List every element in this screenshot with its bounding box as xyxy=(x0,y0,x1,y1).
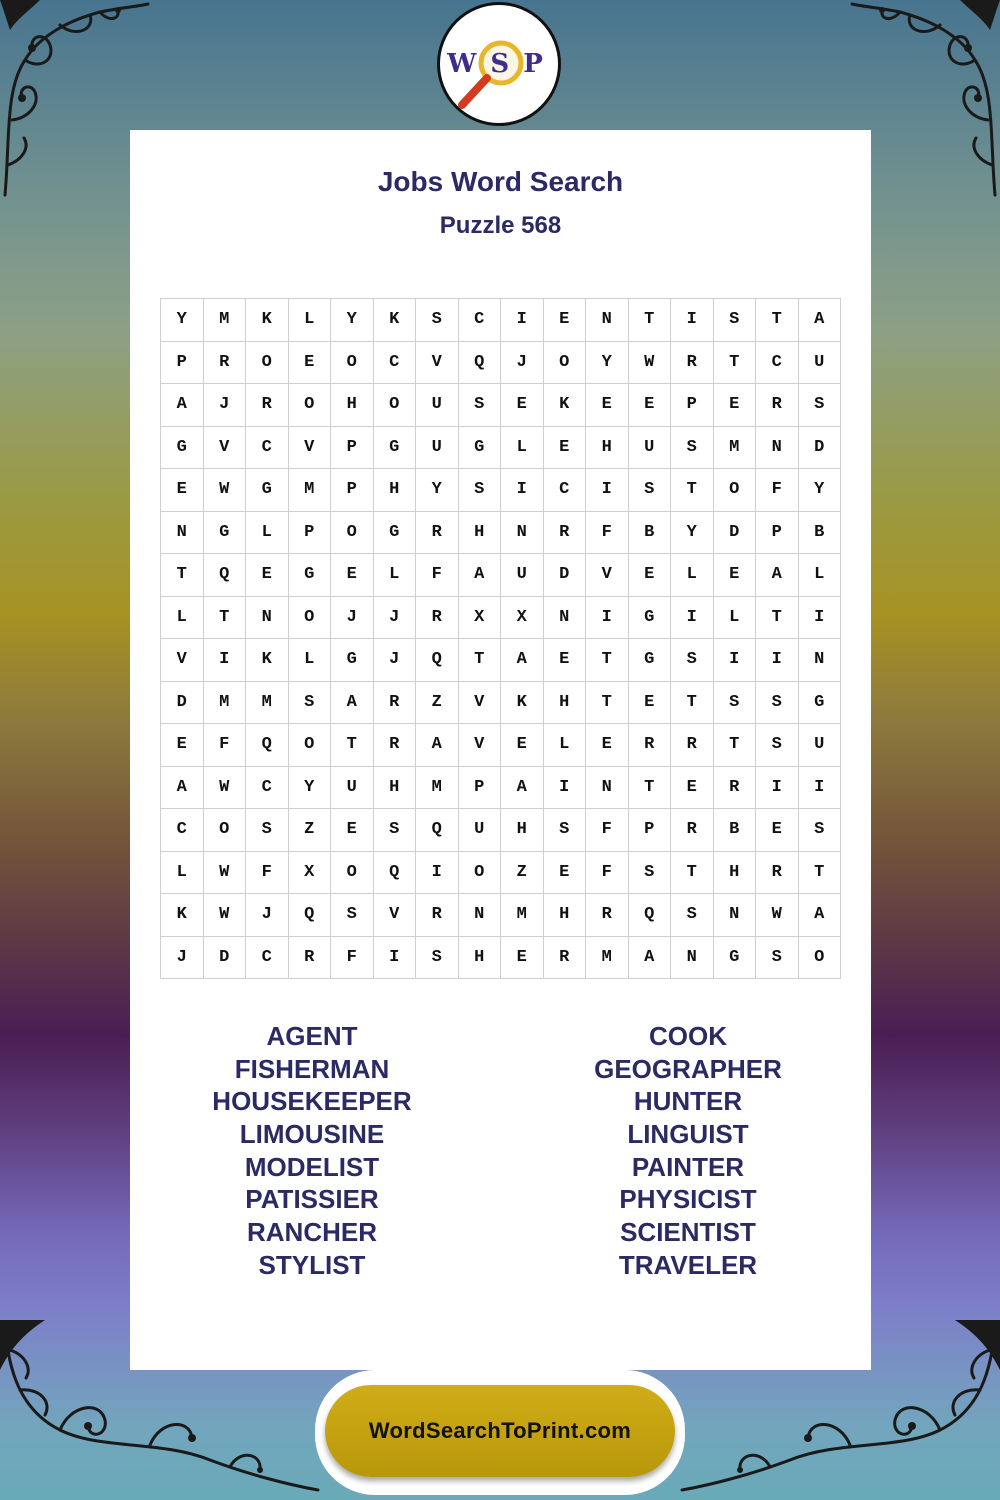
grid-cell[interactable]: G xyxy=(714,937,757,980)
grid-cell[interactable]: I xyxy=(756,767,799,810)
grid-cell[interactable]: M xyxy=(289,469,332,512)
grid-cell[interactable]: S xyxy=(671,427,714,470)
corner-ornament-top-left xyxy=(0,0,150,200)
grid-cell[interactable]: N xyxy=(246,597,289,640)
grid-cell[interactable]: N xyxy=(756,427,799,470)
site-link-label: WordSearchToPrint.com xyxy=(368,1418,632,1443)
grid-cell[interactable]: Q xyxy=(289,894,332,937)
grid-cell[interactable]: C xyxy=(459,299,502,342)
grid-cell[interactable]: I xyxy=(671,299,714,342)
grid-cell[interactable]: Y xyxy=(289,767,332,810)
grid-cell[interactable]: V xyxy=(416,342,459,385)
grid-cell[interactable]: W xyxy=(629,342,672,385)
grid-cell[interactable]: G xyxy=(799,682,842,725)
grid-cell[interactable]: E xyxy=(671,767,714,810)
grid-cell[interactable]: G xyxy=(204,512,247,555)
grid-cell[interactable]: R xyxy=(586,894,629,937)
grid-cell[interactable]: G xyxy=(289,554,332,597)
grid-cell[interactable]: I xyxy=(501,469,544,512)
grid-cell[interactable]: I xyxy=(586,597,629,640)
grid-cell[interactable]: A xyxy=(629,937,672,980)
grid-cell[interactable]: J xyxy=(374,597,417,640)
grid-cell[interactable]: M xyxy=(586,937,629,980)
grid-cell[interactable]: I xyxy=(374,937,417,980)
grid-cell[interactable]: T xyxy=(629,299,672,342)
grid-cell[interactable]: A xyxy=(501,767,544,810)
grid-cell[interactable]: Y xyxy=(671,512,714,555)
grid-cell[interactable]: Y xyxy=(331,299,374,342)
grid-cell[interactable]: S xyxy=(246,809,289,852)
grid-cell[interactable]: G xyxy=(629,597,672,640)
grid-cell[interactable]: V xyxy=(459,682,502,725)
word-item: SCIENTIST xyxy=(620,1217,756,1248)
grid-cell[interactable]: R xyxy=(374,724,417,767)
puzzle-card xyxy=(130,130,871,1370)
grid-cell[interactable]: T xyxy=(629,767,672,810)
grid-cell[interactable]: M xyxy=(416,767,459,810)
grid-cell[interactable]: F xyxy=(586,809,629,852)
grid-cell[interactable]: M xyxy=(501,894,544,937)
grid-cell[interactable]: L xyxy=(374,554,417,597)
grid-cell[interactable]: A xyxy=(161,767,204,810)
grid-cell[interactable]: H xyxy=(501,809,544,852)
grid-cell[interactable]: S xyxy=(629,852,672,895)
grid-cell[interactable]: T xyxy=(459,639,502,682)
grid-cell[interactable]: S xyxy=(671,894,714,937)
grid-cell[interactable]: F xyxy=(756,469,799,512)
word-item: TRAVELER xyxy=(618,1249,758,1280)
grid-cell[interactable]: R xyxy=(374,682,417,725)
grid-cell[interactable]: H xyxy=(459,937,502,980)
grid-cell[interactable]: C xyxy=(246,767,289,810)
grid-cell[interactable]: F xyxy=(586,512,629,555)
grid-cell[interactable]: S xyxy=(374,809,417,852)
grid-cell[interactable]: Z xyxy=(289,809,332,852)
grid-cell[interactable]: Y xyxy=(416,469,459,512)
grid-cell[interactable]: T xyxy=(204,597,247,640)
word-item: COOK xyxy=(649,1021,727,1051)
grid-cell[interactable]: Q xyxy=(374,852,417,895)
grid-cell[interactable]: R xyxy=(204,342,247,385)
word-item: FISHERMAN xyxy=(234,1053,390,1084)
grid-cell[interactable]: S xyxy=(671,639,714,682)
grid-cell[interactable]: D xyxy=(799,427,842,470)
grid-cell[interactable]: P xyxy=(671,384,714,427)
grid-cell[interactable]: R xyxy=(756,384,799,427)
grid-cell[interactable]: I xyxy=(799,767,842,810)
grid-cell[interactable]: L xyxy=(544,724,587,767)
grid-cell[interactable]: C xyxy=(544,469,587,512)
grid-cell[interactable]: S xyxy=(756,937,799,980)
grid-cell[interactable]: T xyxy=(586,682,629,725)
grid-cell[interactable]: S xyxy=(756,724,799,767)
grid-cell[interactable]: O xyxy=(544,342,587,385)
grid-cell[interactable]: S xyxy=(629,469,672,512)
grid-cell[interactable]: D xyxy=(544,554,587,597)
grid-cell[interactable]: T xyxy=(799,852,842,895)
grid-cell[interactable]: S xyxy=(799,384,842,427)
grid-cell[interactable]: R xyxy=(416,597,459,640)
grid-cell[interactable]: C xyxy=(246,427,289,470)
grid-cell[interactable]: U xyxy=(629,427,672,470)
grid-cell[interactable]: I xyxy=(416,852,459,895)
grid-cell[interactable]: F xyxy=(204,724,247,767)
grid-cell[interactable]: N xyxy=(459,894,502,937)
grid-cell[interactable]: O xyxy=(289,597,332,640)
grid-cell[interactable]: R xyxy=(289,937,332,980)
grid-cell[interactable]: N xyxy=(501,512,544,555)
grid-cell[interactable]: W xyxy=(204,852,247,895)
grid-cell[interactable]: G xyxy=(246,469,289,512)
grid-cell[interactable]: E xyxy=(544,299,587,342)
grid-cell[interactable]: E xyxy=(586,384,629,427)
grid-cell[interactable]: M xyxy=(204,682,247,725)
grid-cell[interactable]: R xyxy=(756,852,799,895)
grid-cell[interactable]: Q xyxy=(629,894,672,937)
grid-cell[interactable]: S xyxy=(714,682,757,725)
grid-cell[interactable]: E xyxy=(544,427,587,470)
grid-cell[interactable]: L xyxy=(161,852,204,895)
grid-cell[interactable]: J xyxy=(331,597,374,640)
grid-cell[interactable]: F xyxy=(331,937,374,980)
grid-cell[interactable]: G xyxy=(374,512,417,555)
grid-cell[interactable]: H xyxy=(586,427,629,470)
grid-cell[interactable]: H xyxy=(544,682,587,725)
grid-cell[interactable]: N xyxy=(671,937,714,980)
grid-cell[interactable]: E xyxy=(161,724,204,767)
grid-cell[interactable]: M xyxy=(714,427,757,470)
word-list-right xyxy=(528,1020,848,1282)
grid-cell[interactable]: U xyxy=(501,554,544,597)
grid-cell[interactable]: L xyxy=(671,554,714,597)
grid-cell[interactable]: T xyxy=(714,342,757,385)
puzzle-title: Jobs Word Search xyxy=(377,166,624,197)
grid-cell[interactable]: L xyxy=(714,597,757,640)
grid-cell[interactable]: N xyxy=(586,767,629,810)
grid-cell[interactable]: R xyxy=(416,512,459,555)
grid-cell[interactable]: X xyxy=(459,597,502,640)
grid-cell[interactable]: K xyxy=(246,299,289,342)
grid-cell[interactable]: T xyxy=(161,554,204,597)
grid-cell[interactable]: B xyxy=(714,809,757,852)
grid-cell[interactable]: M xyxy=(246,682,289,725)
grid-cell[interactable]: R xyxy=(671,809,714,852)
grid-cell[interactable]: N xyxy=(544,597,587,640)
grid-cell[interactable]: I xyxy=(714,639,757,682)
grid-cell[interactable]: E xyxy=(714,554,757,597)
grid-cell[interactable]: R xyxy=(629,724,672,767)
grid-cell[interactable]: L xyxy=(246,512,289,555)
grid-cell[interactable]: I xyxy=(586,469,629,512)
grid-cell[interactable]: C xyxy=(246,937,289,980)
grid-cell[interactable]: T xyxy=(586,639,629,682)
grid-cell[interactable]: O xyxy=(246,342,289,385)
grid-cell[interactable]: A xyxy=(799,894,842,937)
grid-cell[interactable]: G xyxy=(161,427,204,470)
grid-cell[interactable]: D xyxy=(204,937,247,980)
grid-cell[interactable]: S xyxy=(756,682,799,725)
word-item: HOUSEKEEPER xyxy=(212,1086,412,1117)
grid-cell[interactable]: L xyxy=(289,299,332,342)
grid-cell[interactable]: Z xyxy=(416,682,459,725)
grid-cell[interactable]: E xyxy=(501,724,544,767)
grid-cell[interactable]: I xyxy=(544,767,587,810)
word-item: LINGUIST xyxy=(627,1119,749,1150)
grid-cell[interactable]: Y xyxy=(799,469,842,512)
grid-cell[interactable]: G xyxy=(459,427,502,470)
grid-cell[interactable]: T xyxy=(671,469,714,512)
grid-cell[interactable]: E xyxy=(161,469,204,512)
site-link-button[interactable] xyxy=(325,1385,675,1477)
grid-cell[interactable]: C xyxy=(374,342,417,385)
grid-cell[interactable]: H xyxy=(459,512,502,555)
grid-cell[interactable]: V xyxy=(289,427,332,470)
word-item: GEOGRAPHER xyxy=(594,1053,782,1084)
grid-cell[interactable]: K xyxy=(374,299,417,342)
grid-cell[interactable]: L xyxy=(799,554,842,597)
puzzle-number: Puzzle 568 xyxy=(439,212,562,239)
grid-cell[interactable]: Q xyxy=(416,809,459,852)
grid-cell[interactable]: I xyxy=(671,597,714,640)
grid-cell[interactable]: P xyxy=(161,342,204,385)
grid-cell[interactable]: W xyxy=(204,894,247,937)
grid-cell[interactable]: S xyxy=(459,384,502,427)
grid-cell[interactable]: W xyxy=(204,767,247,810)
grid-cell[interactable]: S xyxy=(714,299,757,342)
grid-cell[interactable]: T xyxy=(671,682,714,725)
grid-cell[interactable]: U xyxy=(416,427,459,470)
grid-cell[interactable]: T xyxy=(756,299,799,342)
grid-cell[interactable]: V xyxy=(161,639,204,682)
grid-cell[interactable]: O xyxy=(331,852,374,895)
grid-cell[interactable]: E xyxy=(501,384,544,427)
grid-cell[interactable]: V xyxy=(586,554,629,597)
grid-cell[interactable]: A xyxy=(161,384,204,427)
grid-cell[interactable]: V xyxy=(204,427,247,470)
word-item: RANCHER xyxy=(247,1217,377,1248)
grid-cell[interactable]: W xyxy=(756,894,799,937)
grid-cell[interactable]: E xyxy=(501,937,544,980)
grid-cell[interactable]: E xyxy=(331,809,374,852)
grid-cell[interactable]: S xyxy=(544,809,587,852)
grid-cell[interactable]: F xyxy=(416,554,459,597)
grid-cell[interactable]: S xyxy=(331,894,374,937)
grid-cell[interactable]: U xyxy=(459,809,502,852)
grid-cell[interactable]: L xyxy=(289,639,332,682)
grid-cell[interactable]: I xyxy=(204,639,247,682)
grid-cell[interactable]: U xyxy=(331,767,374,810)
grid-cell[interactable]: O xyxy=(374,384,417,427)
grid-cell[interactable]: J xyxy=(501,342,544,385)
grid-cell[interactable]: M xyxy=(204,299,247,342)
grid-cell[interactable]: E xyxy=(586,724,629,767)
grid-cell[interactable]: E xyxy=(629,384,672,427)
grid-cell[interactable]: A xyxy=(756,554,799,597)
grid-cell[interactable]: S xyxy=(416,937,459,980)
grid-cell[interactable]: D xyxy=(714,512,757,555)
grid-cell[interactable]: Q xyxy=(459,342,502,385)
word-list-left xyxy=(152,1020,472,1282)
grid-cell[interactable]: B xyxy=(799,512,842,555)
grid-cell[interactable]: A xyxy=(331,682,374,725)
grid-cell[interactable]: G xyxy=(374,427,417,470)
grid-cell[interactable]: X xyxy=(501,597,544,640)
grid-cell[interactable]: R xyxy=(544,937,587,980)
grid-cell[interactable]: G xyxy=(629,639,672,682)
grid-cell[interactable]: P xyxy=(331,469,374,512)
grid-cell[interactable]: F xyxy=(246,852,289,895)
grid-cell[interactable]: Z xyxy=(501,852,544,895)
grid-cell[interactable]: E xyxy=(246,554,289,597)
grid-cell[interactable]: S xyxy=(799,809,842,852)
grid-cell[interactable]: J xyxy=(374,639,417,682)
wsp-logo[interactable] xyxy=(437,2,561,126)
grid-cell[interactable]: S xyxy=(459,469,502,512)
grid-cell[interactable]: Q xyxy=(204,554,247,597)
grid-cell[interactable]: T xyxy=(714,724,757,767)
grid-cell[interactable]: E xyxy=(629,554,672,597)
grid-cell[interactable]: O xyxy=(459,852,502,895)
grid-cell[interactable]: C xyxy=(756,342,799,385)
grid-cell[interactable]: E xyxy=(629,682,672,725)
grid-cell[interactable]: I xyxy=(501,299,544,342)
grid-cell[interactable]: O xyxy=(204,809,247,852)
grid-cell[interactable]: I xyxy=(756,639,799,682)
grid-cell[interactable]: K xyxy=(246,639,289,682)
grid-cell[interactable]: H xyxy=(331,384,374,427)
grid-cell[interactable]: P xyxy=(459,767,502,810)
grid-cell[interactable]: A xyxy=(501,639,544,682)
grid-cell[interactable]: T xyxy=(671,852,714,895)
grid-cell[interactable]: D xyxy=(161,682,204,725)
grid-cell[interactable]: H xyxy=(374,767,417,810)
grid-cell[interactable]: Q xyxy=(416,639,459,682)
grid-cell[interactable]: Y xyxy=(586,342,629,385)
grid-cell[interactable]: H xyxy=(374,469,417,512)
grid-cell[interactable]: X xyxy=(289,852,332,895)
grid-cell[interactable]: O xyxy=(289,384,332,427)
grid-cell[interactable]: E xyxy=(544,639,587,682)
grid-cell[interactable]: L xyxy=(501,427,544,470)
word-item: MODELIST xyxy=(244,1151,380,1182)
grid-cell[interactable]: O xyxy=(714,469,757,512)
grid-cell[interactable]: P xyxy=(629,809,672,852)
grid-cell[interactable]: J xyxy=(246,894,289,937)
word-item: STYLIST xyxy=(258,1249,366,1280)
grid-cell[interactable]: E xyxy=(544,852,587,895)
grid-cell[interactable]: J xyxy=(161,937,204,980)
grid-cell[interactable]: N xyxy=(586,299,629,342)
word-item: PATISSIER xyxy=(245,1184,379,1215)
grid-cell[interactable]: H xyxy=(714,852,757,895)
word-item: LIMOUSINE xyxy=(239,1119,385,1150)
grid-cell[interactable]: R xyxy=(714,767,757,810)
grid-cell[interactable]: Y xyxy=(161,299,204,342)
grid-cell[interactable]: V xyxy=(459,724,502,767)
word-item: AGENT xyxy=(266,1021,358,1051)
grid-cell[interactable]: R xyxy=(671,342,714,385)
grid-cell[interactable]: A xyxy=(459,554,502,597)
word-item: PHYSICIST xyxy=(619,1184,757,1215)
grid-cell[interactable]: U xyxy=(799,342,842,385)
grid-cell[interactable]: H xyxy=(544,894,587,937)
grid-cell[interactable]: G xyxy=(331,639,374,682)
grid-cell[interactable]: P xyxy=(331,427,374,470)
grid-cell[interactable]: R xyxy=(416,894,459,937)
corner-ornament-top-right xyxy=(850,0,1000,200)
grid-cell[interactable]: O xyxy=(799,937,842,980)
grid-cell[interactable]: A xyxy=(416,724,459,767)
grid-cell[interactable]: V xyxy=(374,894,417,937)
grid-cell[interactable]: E xyxy=(714,384,757,427)
grid-cell[interactable]: J xyxy=(204,384,247,427)
grid-cell[interactable]: T xyxy=(331,724,374,767)
grid-cell[interactable]: K xyxy=(161,894,204,937)
grid-cell[interactable]: L xyxy=(161,597,204,640)
grid-cell[interactable]: R xyxy=(246,384,289,427)
grid-cell[interactable]: E xyxy=(331,554,374,597)
grid-cell[interactable]: E xyxy=(756,809,799,852)
grid-cell[interactable]: C xyxy=(161,809,204,852)
logo-letters: WSP xyxy=(447,49,557,79)
grid-cell[interactable]: A xyxy=(799,299,842,342)
grid-cell[interactable]: N xyxy=(161,512,204,555)
grid-cell[interactable]: R xyxy=(544,512,587,555)
grid-cell[interactable]: U xyxy=(416,384,459,427)
grid-cell[interactable]: W xyxy=(204,469,247,512)
grid-cell[interactable]: B xyxy=(629,512,672,555)
grid-cell[interactable]: P xyxy=(756,512,799,555)
grid-cell[interactable]: S xyxy=(416,299,459,342)
word-item: PAINTER xyxy=(631,1151,745,1182)
grid-cell[interactable]: R xyxy=(671,724,714,767)
grid-cell[interactable]: N xyxy=(799,639,842,682)
grid-cell[interactable]: K xyxy=(544,384,587,427)
grid-cell[interactable]: E xyxy=(289,342,332,385)
grid-cell[interactable]: K xyxy=(501,682,544,725)
grid-cell[interactable]: O xyxy=(331,342,374,385)
grid-cell[interactable]: Q xyxy=(246,724,289,767)
grid-cell[interactable]: T xyxy=(756,597,799,640)
grid-cell[interactable]: P xyxy=(289,512,332,555)
grid-cell[interactable]: S xyxy=(289,682,332,725)
letter-grid xyxy=(160,298,841,979)
grid-cell[interactable]: I xyxy=(799,597,842,640)
grid-cell[interactable]: F xyxy=(586,852,629,895)
grid-cell[interactable]: O xyxy=(331,512,374,555)
word-item: HUNTER xyxy=(633,1086,743,1117)
grid-cell[interactable]: N xyxy=(714,894,757,937)
grid-cell[interactable]: U xyxy=(799,724,842,767)
grid-cell[interactable]: O xyxy=(289,724,332,767)
